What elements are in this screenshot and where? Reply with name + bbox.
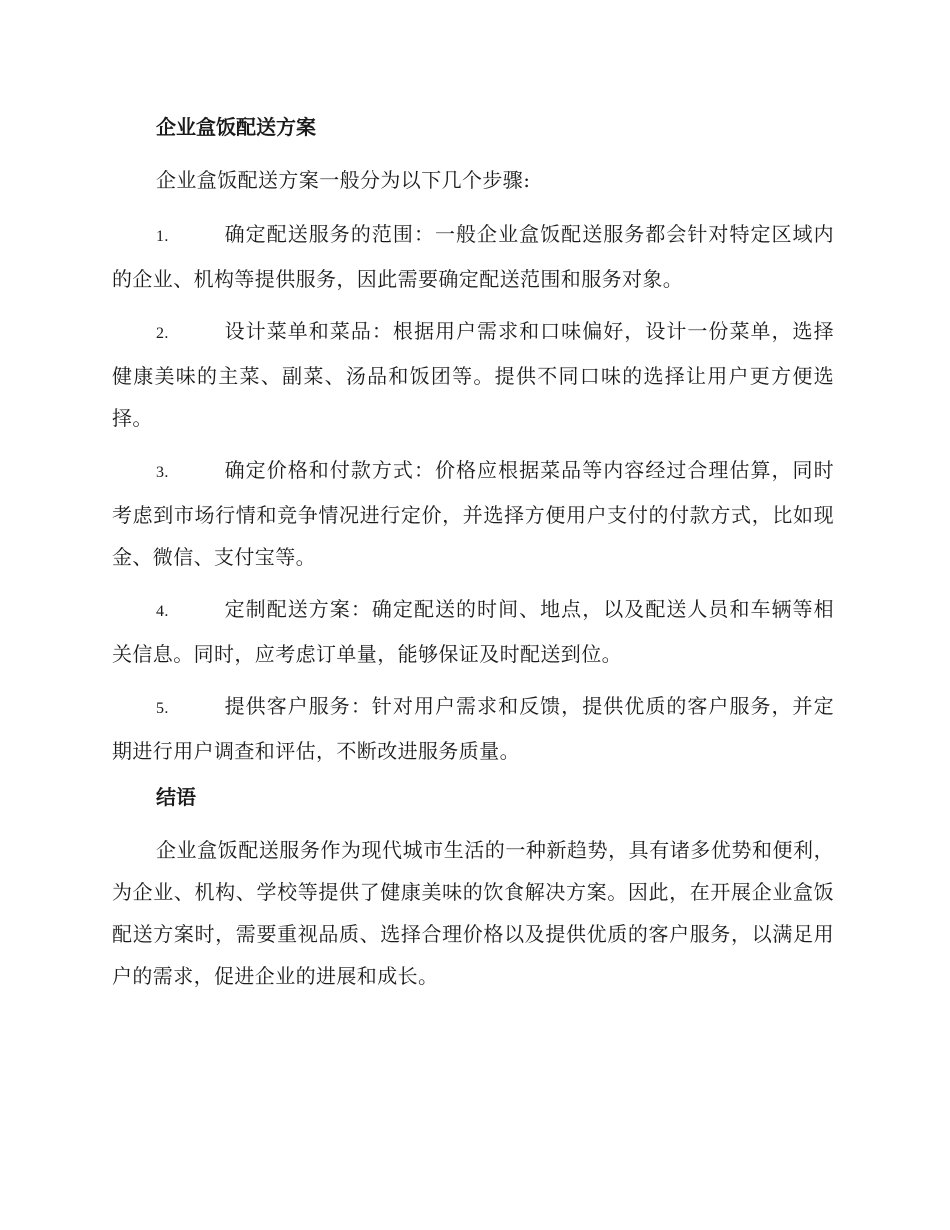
list-item-text: 定制配送方案：确定配送的时间、地点，以及配送人员和车辆等相关信息。同时，应考虑订单量，能够保证及时配送到位。: [112, 597, 834, 666]
list-item-number: 5.: [156, 700, 169, 717]
list-item-text: 确定价格和付款方式：价格应根据菜品等内容经过合理估算，同时考虑到市场行情和竞争情况进行定价，并选择方便用户支付的付款方式，比如现金、微信、支付宝等。: [112, 458, 834, 569]
list-item: [112, 588, 834, 675]
list-item: [112, 449, 834, 578]
list-item-text: 提供客户服务：针对用户需求和反馈，提供优质的客户服务，并定期进行用户调查和评估，不断改进服务质量。: [112, 694, 834, 763]
intro-paragraph: 企业盒饭配送方案一般分为以下几个步骤:: [156, 168, 531, 192]
list-item-text: 确定配送服务的范围：一般企业盒饭配送服务都会针对特定区域内的企业、机构等提供服务，因此需要确定配送范围和服务对象。: [112, 222, 834, 291]
list-item: [112, 310, 834, 439]
document-body: [112, 112, 834, 1002]
list-item: [112, 213, 834, 300]
list-item-number: 4.: [156, 603, 169, 620]
list-item-number: 2.: [156, 325, 169, 342]
steps-list: [112, 213, 834, 772]
conclusion-heading: 结语: [156, 785, 196, 809]
document-title: 企业盒饭配送方案: [156, 115, 316, 139]
list-item: [112, 685, 834, 772]
list-item-text: 设计菜单和菜品：根据用户需求和口味偏好，设计一份菜单，选择健康美味的主菜、副菜、汤品和饭团等。提供不同口味的选择让用户更方便选择。: [112, 319, 834, 430]
list-item-number: 3.: [156, 464, 169, 481]
conclusion-paragraph: 企业盒饭配送服务作为现代城市生活的一种新趋势，具有诸多优势和便利，为企业、机构、学校等提供了健康美味的饮食解决方案。因此，在开展企业盒饭配送方案时，需要重视品质、选择合理价格以及提供优质的客户服务，以满足用户的需求，促进企业的进展和成长。: [112, 838, 834, 988]
list-item-number: 1.: [156, 228, 169, 245]
